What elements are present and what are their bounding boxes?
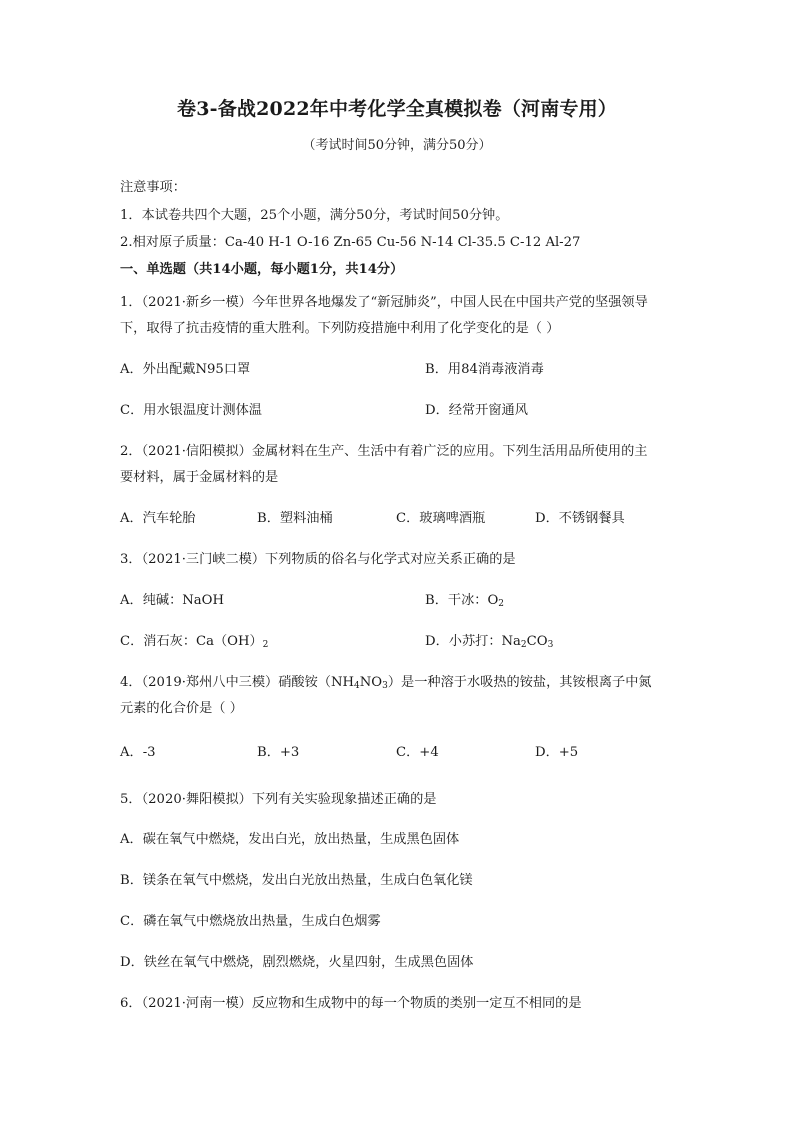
page-title: 卷3-备战2022年中考化学全真模拟卷（河南专用） [177, 98, 617, 120]
page-subtitle: （考试时间50分钟，满分50分） [302, 138, 492, 153]
q5-stem-line-1: 5．（2020·舞阳模拟）下列有关实验现象描述正确的是 [120, 792, 437, 807]
q5-option-c: C．磷在氧气中燃烧放出热量，生成白色烟雾 [120, 914, 381, 929]
q2-stem-line-1: 2．（2021·信阳模拟）金属材料在生产、生活中有着广泛的应用。下列生活用品所使用的主 [120, 444, 648, 459]
notes-heading: 注意事项： [120, 180, 186, 195]
q3-option-a: A．纯碱：NaOH [120, 593, 224, 608]
q1-stem-line-1: 1．（2021·新乡一模）今年世界各地爆发了“新冠肺炎”，中国人民在中国共产党的坚强领导 [120, 295, 648, 310]
q4-option-c: C．+4 [396, 745, 439, 760]
q3-option-c: C．消石灰：$Ca(OH)_2$ [120, 634, 269, 650]
section-1-heading: 一、单选题（共14小题，每小题1分，共14分） [120, 262, 404, 277]
q3-option-d: D．小苏打：$Na_2CO_3$ [425, 634, 554, 650]
q4-stem-line-1: 4．（2019·郑州八中三模）硝酸铵$(NH_4NO_3)$是一种溶于水吸热的铵盐，其铵根离子中氮 [120, 675, 652, 691]
q4-option-b: B．+3 [257, 745, 300, 760]
q4-option-d: D．+5 [535, 745, 579, 760]
q2-option-c: C．玻璃啤酒瓶 [396, 511, 486, 526]
q5-option-d: D．铁丝在氧气中燃烧，剧烈燃烧，火星四射，生成黑色固体 [120, 955, 474, 970]
notes-item-1: 1．本试卷共四个大题，25个小题，满分50分，考试时间50分钟。 [120, 208, 509, 223]
q1-option-a: A．外出配戴N95口罩 [120, 362, 251, 377]
q1-option-b: B．用84消毒液消毒 [425, 362, 544, 377]
q3-option-b: B．干冰：$O_2$ [425, 593, 504, 609]
q1-stem-line-2: 下，取得了抗击疫情的重大胜利。下列防疫措施中利用了化学变化的是（ ） [120, 321, 560, 336]
q2-option-b: B．塑料油桶 [257, 511, 333, 526]
q5-option-b: B．镁条在氧气中燃烧，发出白光放出热量，生成白色氧化镁 [120, 873, 473, 888]
q2-option-a: A．汽车轮胎 [120, 511, 196, 526]
q1-option-c: C．用水银温度计测体温 [120, 403, 262, 418]
q1-option-d: D．经常开窗通风 [425, 403, 528, 418]
q4-stem-line-2: 元素的化合价是（ ） [120, 701, 243, 716]
q6-stem-line-1: 6．（2021·河南一模）反应物和生成物中的每一个物质的类别一定互不相同的是 [120, 996, 582, 1011]
q2-option-d: D．不锈钢餐具 [535, 511, 625, 526]
notes-item-2: 2.相对原子质量：Ca-40 H-1 O-16 Zn-65 Cu-56 N-14 Cl-35.5 C-12 Al-27 [120, 235, 581, 250]
q5-option-a: A．碳在氧气中燃烧，发出白光，放出热量，生成黑色固体 [120, 832, 460, 847]
q3-stem-line-1: 3．（2021·三门峡二模）下列物质的俗名与化学式对应关系正确的是 [120, 552, 516, 567]
q2-stem-line-2: 要材料，属于金属材料的是 [120, 470, 279, 485]
q4-option-a: A．-3 [120, 745, 156, 760]
